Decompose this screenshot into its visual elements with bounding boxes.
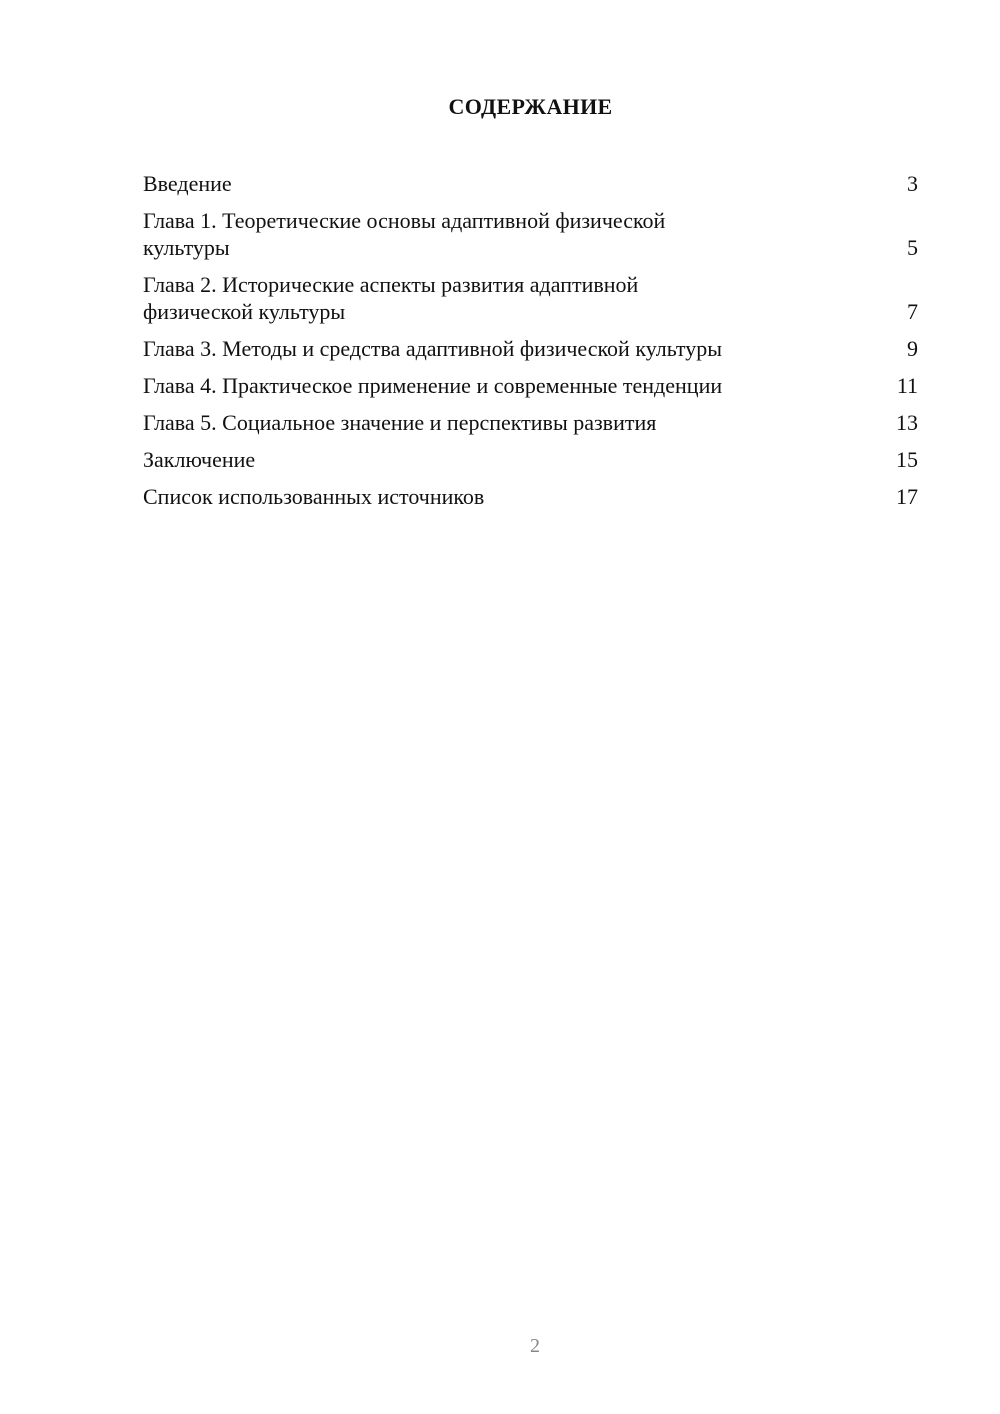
toc-entry-page: 17 [896,484,918,509]
toc-entry-page: 11 [896,373,918,398]
toc-entry-references [143,483,918,510]
toc-entry-chapter-3 [143,335,918,362]
toc-entry-label: Введение [143,171,232,196]
toc-entry-label: Глава 1. Теоретические основы адаптивной физической культуры [143,208,666,260]
toc-entry-chapter-1 [143,207,918,261]
toc-entry-introduction [143,170,918,197]
table-of-contents [143,170,918,520]
toc-entry-page: 9 [907,336,918,361]
toc-entry-page: 15 [896,447,918,472]
toc-entry-page: 5 [907,235,918,260]
toc-entry-chapter-5 [143,409,918,436]
toc-entry-label: Глава 3. Методы и средства адаптивной физической культуры [143,336,723,361]
toc-entry-chapter-4 [143,372,918,399]
toc-entry-label: Глава 4. Практическое применение и современные тенденции [143,373,723,398]
toc-entry-page: 13 [896,410,918,435]
toc-entry-label: Глава 5. Социальное значение и перспективы развития [143,410,657,435]
toc-entry-page: 3 [907,171,918,196]
toc-entry-label: Заключение [143,447,256,472]
toc-title: СОДЕРЖАНИЕ [448,94,613,119]
toc-entry-label: Глава 2. Исторические аспекты развития адаптивной физической культуры [143,272,639,324]
page-number: 2 [530,1335,540,1357]
toc-entry-chapter-2 [143,271,918,325]
toc-entry-label: Список использованных источников [143,484,485,509]
toc-entry-page: 7 [907,299,918,324]
toc-entry-conclusion [143,446,918,473]
